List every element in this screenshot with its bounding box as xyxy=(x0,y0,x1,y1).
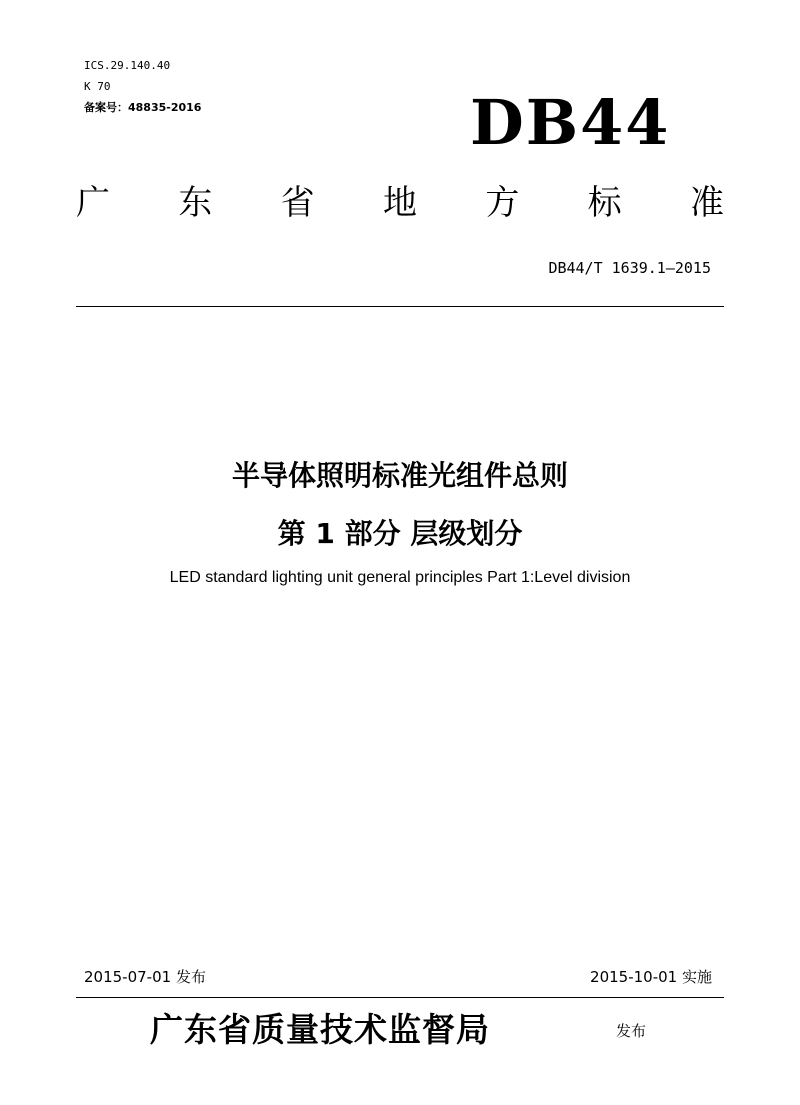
issue-label: 发布 xyxy=(616,1022,647,1040)
standard-type-char: 广 xyxy=(76,183,110,223)
standard-type-char: 准 xyxy=(689,183,724,223)
standard-type-heading xyxy=(76,180,724,226)
issuing-authority: 广东省质量技术监督局 xyxy=(150,1010,490,1049)
english-title: LED standard lighting unit general principles Part 1:Level division xyxy=(169,569,631,586)
classification-code: K 70 xyxy=(84,80,111,93)
standard-type-char: 东 xyxy=(178,183,213,223)
standard-type-char: 地 xyxy=(382,183,417,223)
standard-number: DB44/T 1639.1—2015 xyxy=(548,259,711,277)
standard-logo: DB44 xyxy=(470,86,671,159)
bottom-divider xyxy=(76,997,724,998)
standard-type-char: 方 xyxy=(485,183,520,223)
standard-type-char: 标 xyxy=(587,183,622,223)
document-subtitle: 第 1 部分 层级划分 xyxy=(277,517,523,550)
standard-type-char: 省 xyxy=(280,183,315,223)
document-title: 半导体照明标准光组件总则 xyxy=(231,459,568,492)
record-number: 备案号：48835-2016 xyxy=(84,101,202,114)
ics-code: ICS.29.140.40 xyxy=(84,59,171,72)
implementation-date: 2015-10-01 实施 xyxy=(590,968,712,986)
publish-date: 2015-07-01 发布 xyxy=(84,968,206,986)
top-divider xyxy=(76,306,724,307)
